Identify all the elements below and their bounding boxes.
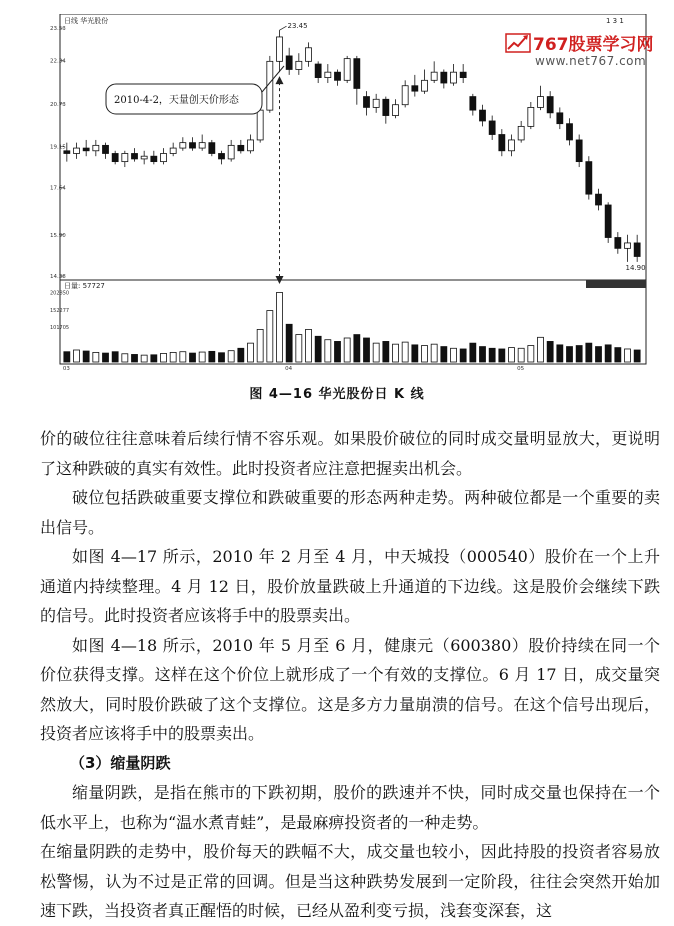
price-tick-label: 14.38: [50, 274, 66, 280]
candle-down: [364, 97, 370, 108]
volume-bar: [161, 353, 167, 362]
candle-down: [383, 99, 389, 115]
volume-tick-label: 152277: [50, 307, 70, 314]
volume-bar: [441, 347, 447, 362]
candle-down: [190, 143, 196, 148]
candle-up: [74, 148, 80, 153]
volume-bar: [199, 352, 205, 362]
x-tick-label: 03: [62, 366, 70, 370]
volume-bar: [605, 345, 611, 362]
volume-bar: [634, 350, 640, 362]
paragraph: 如图 4—18 所示，2010 年 5 月至 6 月，健康元（600380）股价持续在同一个价位获得支撑。这样在这个价位上就形成了一个有效的支撑位。6 月 17 日，成交量突然放大，同时股价跌破了这个支撑位。这是多方力量崩溃的信号。在这个信号出现后，投资者应该将手中的股票卖出。: [40, 635, 660, 743]
candle-up: [528, 107, 534, 126]
candle-up: [393, 105, 399, 116]
candle-down: [83, 148, 89, 151]
volume-bar: [393, 344, 399, 362]
volume-bar: [383, 341, 389, 362]
paragraph: 缩量阴跌，是指在熊市的下跌初期，股价的跌速并不快，同时成交量也保持在一个低水平上，也称为“温水煮青蛙”，是最麻痹投资者的一种走势。: [40, 783, 660, 832]
candle-up: [170, 148, 176, 153]
low-price-label: 14.90: [625, 263, 646, 272]
body-text: [40, 424, 660, 926]
candle-down: [567, 124, 573, 140]
volume-bar: [509, 348, 515, 362]
peak-marker-arrow-up: [276, 76, 284, 84]
candle-up: [625, 243, 631, 248]
volume-bar: [480, 347, 486, 362]
volume-bar: [83, 351, 89, 362]
candle-down: [586, 162, 592, 195]
candle-up: [180, 143, 186, 148]
x-tick-label: 05: [517, 366, 525, 370]
volume-bar: [538, 337, 544, 362]
volume-bar: [625, 349, 631, 362]
volume-bar: [518, 348, 524, 362]
volume-bar: [567, 347, 573, 362]
volume-bar: [412, 345, 418, 362]
top-right-indicator: 1 3 1: [606, 17, 624, 25]
candle-up: [325, 72, 331, 77]
price-tick-label: 17.64: [50, 185, 66, 192]
candle-up: [373, 99, 379, 107]
candle-up: [228, 145, 234, 159]
volume-bar: [74, 350, 80, 362]
volume-bar: [557, 345, 563, 362]
volume-bar: [470, 343, 476, 362]
volume-bar: [219, 353, 225, 362]
candle-up: [93, 145, 99, 150]
candle-down: [354, 59, 360, 89]
volume-bar: [325, 340, 331, 362]
volume-bar: [286, 324, 292, 362]
candle-up: [199, 143, 205, 148]
candle-up: [422, 80, 428, 91]
candle-up: [344, 59, 350, 81]
volume-bar: [499, 349, 505, 362]
candle-up: [306, 48, 312, 62]
candle-down: [335, 72, 341, 80]
watermark-url: www.net767.com: [535, 54, 647, 68]
price-tick-label: 23.53: [50, 26, 66, 32]
candle-down: [103, 145, 109, 153]
volume-bar: [306, 329, 312, 362]
candle-down: [151, 156, 157, 161]
chart-logo-icon: [505, 32, 531, 54]
candle-down: [64, 151, 70, 154]
price-tick-label: 20.73: [50, 101, 66, 108]
volume-bar: [248, 343, 254, 362]
volume-bar: [238, 348, 244, 362]
volume-bar: [257, 329, 263, 362]
price-tick-label: 19.15: [50, 144, 66, 151]
candle-up: [538, 97, 544, 108]
paragraph: 价的破位往往意味着后续行情不容乐观。如果股价破位的同时成交量明显放大，更说明了这种跌破的真实有效性。此时投资者应注意把握卖出机会。: [40, 429, 660, 478]
volume-bar: [422, 346, 428, 362]
high-price-pointer: [280, 26, 287, 30]
price-tick-label: 22.34: [50, 58, 66, 65]
volume-bar: [209, 351, 215, 362]
candle-up: [248, 140, 254, 151]
candle-down: [576, 140, 582, 162]
volume-bar: [431, 344, 437, 362]
candle-down: [470, 97, 476, 111]
candle-down: [219, 153, 225, 158]
volume-bar: [596, 347, 602, 362]
candle-up: [431, 72, 437, 80]
panel-title: 日线 华光股份: [64, 17, 109, 25]
candle-down: [132, 153, 138, 158]
volume-bar: [547, 341, 553, 362]
volume-bar: [354, 335, 360, 362]
volume-bar: [586, 343, 592, 362]
volume-bar: [402, 342, 408, 362]
paragraph: 如图 4—17 所示，2010 年 2 月至 4 月，中天城投（000540）股价在一个上升通道内持续整理。4 月 12 日，股价放量跌破上升通道的下边线。这是股价会继续下跌的信号。此时投资者应该将手中的股票卖出。: [40, 547, 660, 625]
candle-up: [518, 126, 524, 140]
candle-up: [509, 140, 515, 151]
volume-bar: [364, 338, 370, 362]
volume-bar: [576, 346, 582, 362]
candle-up: [277, 37, 283, 61]
volume-bar: [615, 348, 621, 362]
volume-bar: [190, 353, 196, 362]
volume-bar: [277, 292, 283, 362]
candle-down: [605, 205, 611, 238]
volume-bar: [132, 354, 138, 362]
candle-up: [122, 153, 128, 161]
candle-up: [296, 61, 302, 69]
candle-down: [460, 72, 466, 77]
paragraph: 破位包括跌破重要支撑位和跌破重要的形态两种走势。两种破位都是一个重要的卖出信号。: [40, 488, 660, 537]
candle-down: [489, 121, 495, 135]
volume-bar: [296, 335, 302, 362]
candle-down: [596, 194, 602, 205]
candle-up: [141, 156, 147, 159]
candle-down: [412, 86, 418, 91]
watermark: [505, 30, 655, 74]
volume-tick-label: 101705: [50, 325, 70, 332]
candle-down: [634, 243, 640, 257]
volume-bar: [460, 349, 466, 362]
candle-down: [480, 110, 486, 121]
volume-bar: [122, 354, 128, 362]
candle-up: [451, 72, 457, 83]
candle-down: [238, 145, 244, 150]
candle-down: [286, 56, 292, 70]
candle-down: [441, 72, 447, 83]
volume-bar: [141, 355, 147, 362]
figure-caption: 图 4—16 华光股份日 K 线: [249, 387, 425, 402]
high-price-label: 23.45: [287, 22, 308, 31]
candle-down: [615, 238, 621, 249]
candle-down: [209, 143, 215, 154]
volume-label: 日量: 57727: [64, 282, 105, 290]
x-tick-label: 04: [285, 366, 293, 370]
volume-bar: [344, 338, 350, 362]
volume-indicator-box: [586, 280, 646, 288]
volume-bar: [451, 348, 457, 362]
volume-bar: [93, 352, 99, 362]
volume-bar: [335, 341, 341, 362]
volume-bar: [180, 352, 186, 362]
candle-down: [112, 153, 118, 161]
candle-down: [315, 64, 321, 78]
candle-down: [557, 113, 563, 124]
volume-bar: [151, 355, 157, 362]
volume-bar: [373, 343, 379, 362]
watermark-title: 767股票学习网: [533, 35, 654, 55]
volume-bar: [267, 311, 273, 362]
section-heading: （3）缩量阴跌: [70, 753, 171, 772]
volume-tick-label: 202850: [50, 290, 70, 297]
candle-down: [547, 97, 553, 113]
candle-up: [402, 86, 408, 105]
annotation-text: 2010-4-2，天量创天价形态: [114, 95, 239, 106]
volume-bar: [103, 353, 109, 362]
volume-bar: [315, 336, 321, 362]
volume-bar: [489, 348, 495, 362]
paragraph: 在缩量阴跌的走势中，股价每天的跌幅不大，成交量也较小，因此持股的投资者容易放松警惕，认为不过是正常的回调。但是当这种跌势发展到一定阶段，往往会突然开始加速下跌，当投资者真正醒悟的时候，已经从盈利变亏损，浅套变深套，这: [40, 842, 660, 920]
volume-bar: [528, 346, 534, 362]
volume-bar: [170, 352, 176, 362]
candle-down: [499, 135, 505, 151]
volume-bar: [228, 351, 234, 362]
candle-up: [257, 110, 263, 140]
volume-bar: [64, 352, 70, 362]
volume-bar: [112, 352, 118, 362]
price-tick-label: 15.90: [50, 232, 66, 239]
candle-up: [161, 153, 167, 161]
